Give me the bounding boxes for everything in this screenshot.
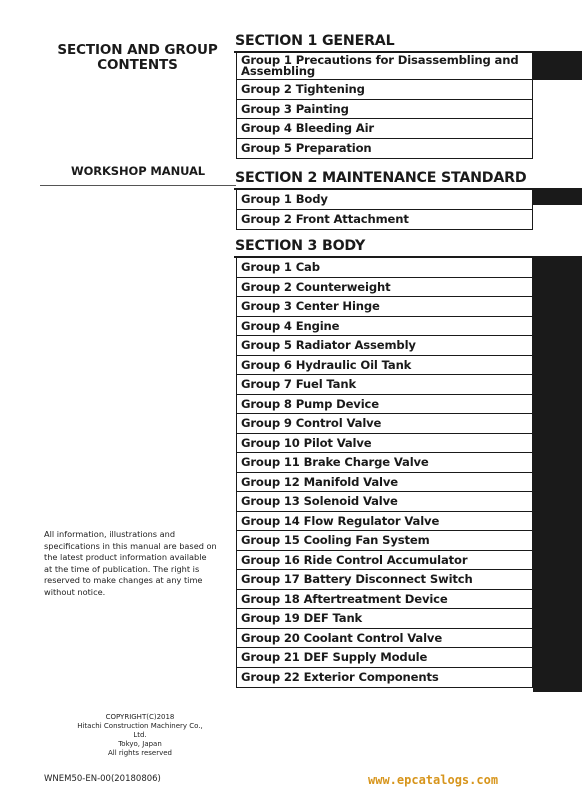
group-item[interactable]: Group 11 Brake Charge Valve [237, 453, 532, 473]
group-item[interactable]: Group 12 Manifold Valve [237, 473, 532, 493]
group-item[interactable]: Group 2 Front Attachment [241, 212, 409, 227]
page-title-line: SECTION AND GROUP [57, 42, 218, 58]
group-item[interactable]: Group 8 Pump Device [237, 395, 532, 415]
section-1-tab [533, 53, 582, 80]
disclaimer [44, 529, 222, 598]
group-item[interactable]: Group 10 Pilot Valve [237, 434, 532, 454]
group-item[interactable]: Group 2 Counterweight [237, 278, 532, 298]
group-item[interactable]: Group 18 Aftertreatment Device [237, 590, 532, 610]
group-item[interactable]: Group 5 Preparation [241, 141, 372, 156]
group-item[interactable]: Group 9 Control Valve [237, 414, 532, 434]
disclaimer-line: the latest product information available [44, 552, 207, 562]
divider [40, 185, 236, 186]
copyright-line: COPYRIGHT(C)2018 [105, 713, 175, 721]
copyright-line: Hitachi Construction Machinery Co., Ltd. [77, 722, 203, 739]
section-3-tab [533, 258, 582, 692]
copyright-line: Tokyo, Japan [118, 740, 162, 748]
document-number: WNEM50-EN-00(20180806) [44, 774, 161, 784]
group-item[interactable]: Group 1 Cab [237, 258, 532, 278]
group-item[interactable]: Group 17 Battery Disconnect Switch [237, 570, 532, 590]
group-item[interactable]: Group 3 Center Hinge [237, 297, 532, 317]
disclaimer-line: at the time of publication. The right is [44, 563, 200, 574]
group-item[interactable]: Group 3 Painting [237, 100, 532, 120]
workshop-manual-label: WORKSHOP MANUAL [70, 164, 206, 178]
group-item[interactable]: Group 15 Cooling Fan System [237, 531, 532, 551]
group-item[interactable]: Group 6 Hydraulic Oil Tank [237, 356, 532, 376]
watermark: www.epcatalogs.com [368, 773, 499, 787]
group-item[interactable]: Group 14 Flow Regulator Valve [237, 512, 532, 532]
disclaimer-line: specifications in this manual are based on [44, 540, 217, 551]
group-item[interactable]: Group 21 DEF Supply Module [237, 648, 532, 668]
group-item[interactable]: Group 7 Fuel Tank [237, 375, 532, 395]
group-item[interactable]: Group 1 Body [237, 190, 532, 210]
group-item[interactable]: Group 4 Engine [237, 317, 532, 337]
group-item[interactable]: Group 1 Precautions for Disassembling and Assembling [237, 53, 532, 80]
section-3-title: SECTION 3 BODY [235, 238, 366, 254]
section-1-title: SECTION 1 GENERAL [235, 33, 395, 49]
section-2-group-list [236, 190, 533, 230]
copyright-line: All rights reserved [108, 749, 172, 757]
copyright-notice [70, 713, 210, 758]
group-item[interactable]: Group 16 Ride Control Accumulator [237, 551, 532, 571]
group-item[interactable]: Group 22 Exterior Components [241, 670, 439, 685]
section-3-group-list [236, 258, 533, 688]
group-item[interactable]: Group 20 Coolant Control Valve [237, 629, 532, 649]
group-item[interactable]: Group 13 Solenoid Valve [237, 492, 532, 512]
group-item[interactable]: Group 5 Radiator Assembly [237, 336, 532, 356]
page-title [40, 43, 235, 73]
disclaimer-line: without notice. [44, 586, 106, 597]
section-1-group-list [236, 53, 533, 159]
page-title-line: CONTENTS [97, 57, 178, 73]
group-item[interactable]: Group 2 Tightening [237, 80, 532, 100]
disclaimer-line: All information, illustrations and [44, 529, 176, 539]
group-item[interactable]: Group 4 Bleeding Air [237, 119, 532, 139]
section-2-tab [533, 190, 582, 205]
group-item[interactable]: Group 19 DEF Tank [237, 609, 532, 629]
disclaimer-line: reserved to make changes at any time [44, 575, 203, 585]
section-2-title: SECTION 2 MAINTENANCE STANDARD [235, 170, 527, 186]
